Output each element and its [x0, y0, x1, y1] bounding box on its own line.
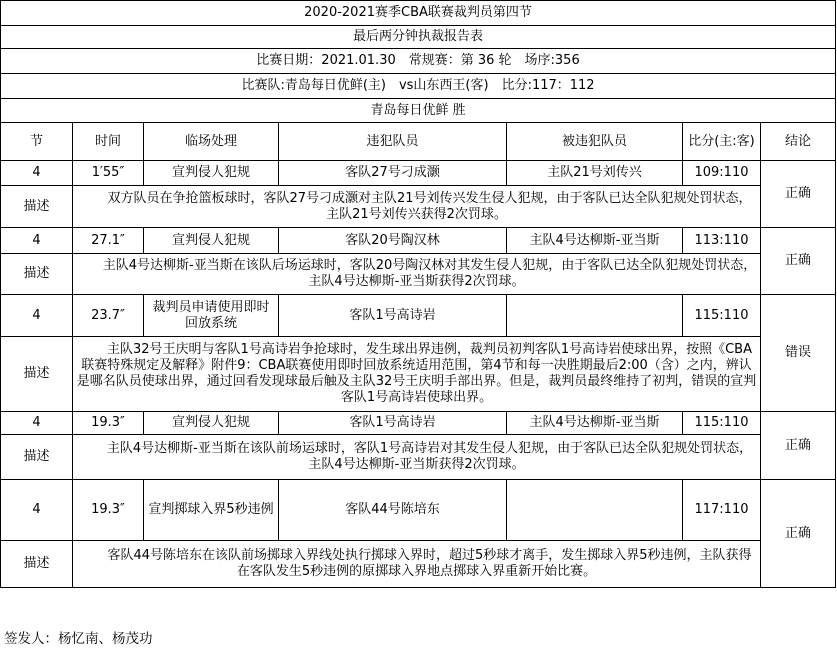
event-period: 4 — [1, 295, 73, 337]
description-label: 描述 — [1, 186, 73, 228]
event-description: 客队44号陈培东在该队前场掷球入界线处执行掷球入界时，超过5秒球才离手，发生掷球入界5秒违例，主队获得在客队发生5秒违例的原掷球入界地点掷球入界重新开始比赛。 — [73, 541, 761, 588]
event-description: 主队4号达柳斯-亚当斯在该队前场运球时，客队1号高诗岩对其发生侵人犯规，由于客队已达全队犯规处罚状态，主队4号达柳斯-亚当斯获得2次罚球。 — [73, 435, 761, 480]
event-description-row — [1, 254, 836, 295]
description-label: 描述 — [1, 254, 73, 295]
event-action: 裁判员申请使用即时回放系统 — [144, 295, 279, 337]
event-action: 宣判侵人犯规 — [144, 161, 279, 186]
signers: 签发人：杨忆南、杨茂功 — [4, 631, 153, 647]
report-title: 2020-2021赛季CBA联赛裁判员第四节 — [1, 1, 836, 26]
event-time: 19.3″ — [73, 412, 144, 435]
event-period: 4 — [1, 480, 73, 541]
description-label: 描述 — [1, 435, 73, 480]
event-conclusion: 错误 — [761, 295, 836, 412]
event-time: 23.7″ — [73, 295, 144, 337]
event-score: 115:110 — [683, 295, 761, 337]
event-description-row — [1, 541, 836, 588]
header-action: 临场处理 — [144, 123, 279, 161]
event-conclusion: 正确 — [761, 480, 836, 588]
event-period: 4 — [1, 412, 73, 435]
event-score: 115:110 — [683, 412, 761, 435]
event-action: 宣判侵人犯规 — [144, 412, 279, 435]
header-offender: 违犯队员 — [279, 123, 507, 161]
event-time: 1′55″ — [73, 161, 144, 186]
report-subtitle: 最后两分钟执裁报告表 — [1, 26, 836, 49]
description-label: 描述 — [1, 337, 73, 412]
event-conclusion: 正确 — [761, 161, 836, 228]
event-description: 主队4号达柳斯-亚当斯在该队后场运球时，客队20号陶汉林对其发生侵人犯规，由于客队已达全队犯规处罚状态，主队4号达柳斯-亚当斯获得2次罚球。 — [73, 254, 761, 295]
match-date: 比赛日期：2021.01.30 常规赛：第 36 轮 场序:356 — [1, 49, 836, 74]
header-time: 时间 — [73, 123, 144, 161]
event-description: 双方队员在争抢篮板球时，客队27号刁成灏对主队21号刘传兴发生侵人犯规，由于客队已达全队犯规处罚状态，主队21号刘传兴获得2次罚球。 — [73, 186, 761, 228]
event-time: 19.3″ — [73, 480, 144, 541]
event-offender: 客队27号刁成灏 — [279, 161, 507, 186]
header-conclusion: 结论 — [761, 123, 836, 161]
header-period: 节 — [1, 123, 73, 161]
event-offender: 客队1号高诗岩 — [279, 295, 507, 337]
event-description-row — [1, 186, 836, 228]
event-victim: 主队4号达柳斯-亚当斯 — [507, 228, 683, 254]
event-time: 27.1″ — [73, 228, 144, 254]
event-score: 109:110 — [683, 161, 761, 186]
event-conclusion: 正确 — [761, 228, 836, 295]
event-description-row — [1, 435, 836, 480]
event-description: 主队32号王庆明与客队1号高诗岩争抢球时，发生球出界违例，裁判员初判客队1号高诗岩使球出界，按照《CBA联赛特殊规定及解释》附件9：CBA联赛使用即时回放系统适用范围，第4节和每一决胜期最后2:00（含）之内，辨认是哪名队员使球出界，通过回看发现球最后触及主队32号王庆明手部出界。但是，裁判员最终维持了初判，错误的宣判客队1号高诗岩使球出界。 — [73, 337, 761, 412]
event-row — [1, 161, 836, 186]
event-action: 宣判侵人犯规 — [144, 228, 279, 254]
event-period: 4 — [1, 161, 73, 186]
match-winner: 青岛每日优鲜 胜 — [1, 99, 836, 123]
event-offender: 客队20号陶汉林 — [279, 228, 507, 254]
event-score: 117:110 — [683, 480, 761, 541]
event-victim — [507, 480, 683, 541]
description-label: 描述 — [1, 541, 73, 588]
event-offender: 客队1号高诗岩 — [279, 412, 507, 435]
event-victim — [507, 295, 683, 337]
event-description-row — [1, 337, 836, 412]
event-row — [1, 412, 836, 435]
header-victim: 被违犯队员 — [507, 123, 683, 161]
event-score: 113:110 — [683, 228, 761, 254]
event-victim: 主队21号刘传兴 — [507, 161, 683, 186]
event-period: 4 — [1, 228, 73, 254]
match-teams: 比赛队:青岛每日优鲜(主) vs山东西王(客) 比分:117：112 — [1, 74, 836, 99]
event-conclusion: 正确 — [761, 412, 836, 480]
event-action: 宣判掷球入界5秒违例 — [144, 480, 279, 541]
header-score: 比分(主:客) — [683, 123, 761, 161]
event-row — [1, 228, 836, 254]
event-row — [1, 295, 836, 337]
event-offender: 客队44号陈培东 — [279, 480, 507, 541]
event-victim: 主队4号达柳斯-亚当斯 — [507, 412, 683, 435]
event-row — [1, 480, 836, 541]
